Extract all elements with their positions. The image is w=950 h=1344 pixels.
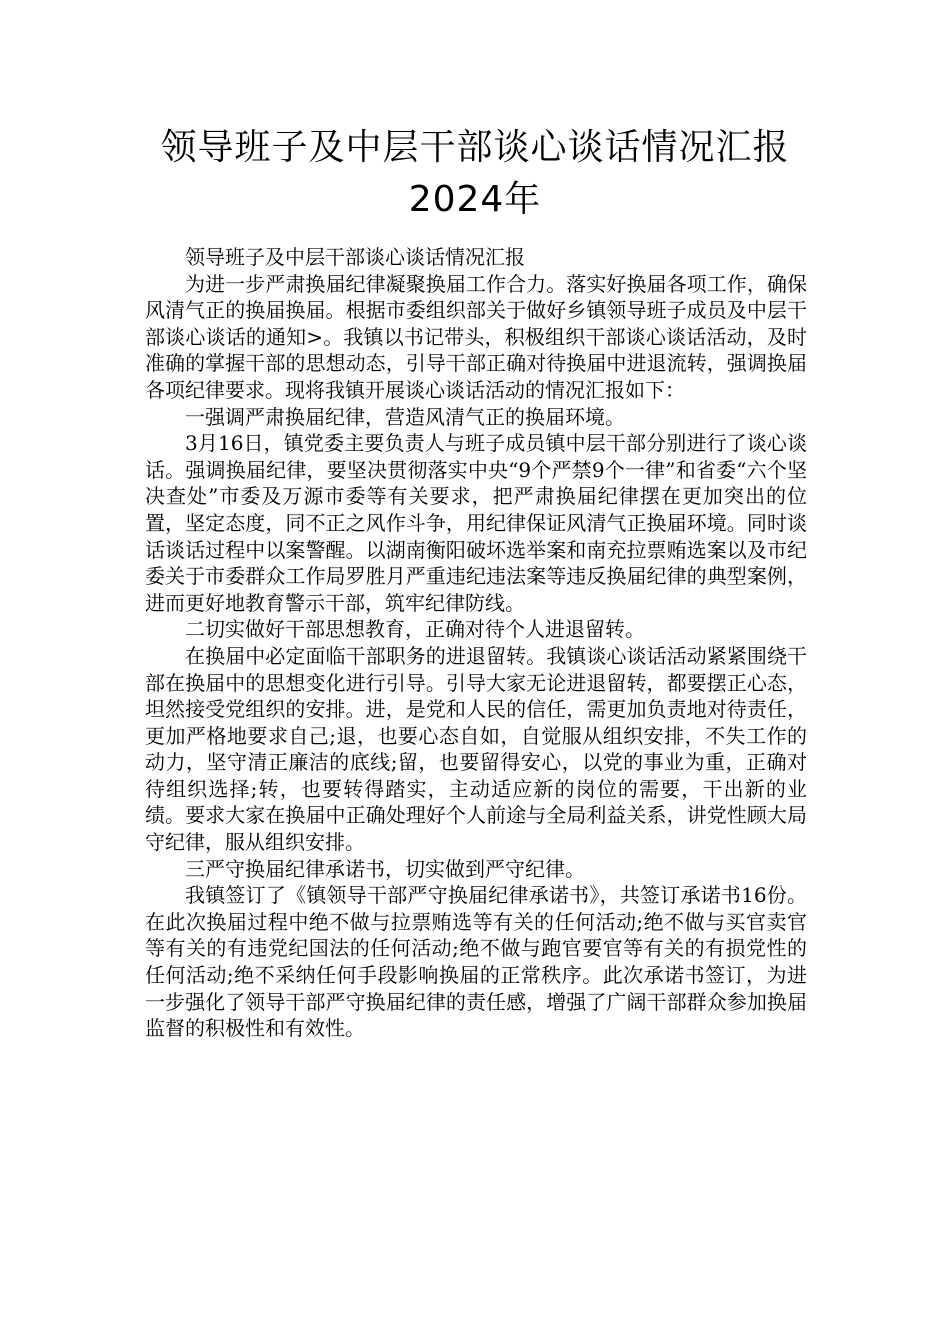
section-heading-2: 二切实做好干部思想教育，正确对待个人进退留转。 bbox=[185, 617, 645, 642]
section-heading-1: 一强调严肃换届纪律，营造风清气正的换届环境。 bbox=[185, 404, 625, 429]
section-heading-3: 三严守换届纪律承诺书，切实做到严守纪律。 bbox=[185, 856, 585, 881]
paragraph-subtitle: 领导班子及中层干部谈心谈话情况汇报 bbox=[185, 245, 525, 269]
paragraph-section-1: 3月16日，镇党委主要负责人与班子成员镇中层干部分别进行了谈心谈话。强调换届纪律，要坚决贯彻落实中央“9个严禁9个一律”和省委“六个坚决查处”市委及万源市委等有关要求，把严肃换届纪律摆在更加突出的位置，坚定态度，同不正之风作斗争，用纪律保证风清气正换届环境。同时谈话谈话过程中以案警醒。以湖南衡阳破坏选举案和南充拉票贿选案以及市纪委关于市委群众工作局罗胜月严重违纪违法案等违反换届纪律的典型案例，进而更好地教育警示干部，筑牢纪律防线。 bbox=[145, 431, 807, 615]
paragraph-section-3: 我镇签订了《镇领导干部严守换届纪律承诺书》，共签订承诺书16份。在此次换届过程中绝不做与拉票贿选等有关的任何活动;绝不做与买官卖官等有关的有违党纪国法的任何活动;绝不做与跑官要官等有关的有损党性的任何活动;绝不采纳任何手段影响换届的正常秩序。此次承诺书签订，为进一步强化了领导干部严守换届纪律的责任感，增强了广阔干部群众参加换届监督的积极性和有效性。 bbox=[145, 883, 807, 1041]
document-title bbox=[120, 122, 830, 226]
document-body bbox=[145, 244, 807, 1042]
paragraph-section-2: 在换届中必定面临干部职务的进退留转。我镇谈心谈话活动紧紧围绕干部在换届中的思想变化进行引导。引导大家无论进退留转，都要摆正心态，坦然接受党组织的安排。进，是党和人民的信任，需更加负责地对待责任，更加严格地要求自己;退，也要心态自如，自觉服从组织安排，不失工作的动力，坚守清正廉洁的底线;留，也要留得安心，以党的事业为重，正确对待组织选择;转，也要转得踏实，主动适应新的岗位的需要，干出新的业绩。要求大家在换届中正确处理好个人前途与全局利益关系，讲党性顾大局守纪律，服从组织安排。 bbox=[145, 643, 807, 855]
paragraph-intro: 为进一步严肃换届纪律凝聚换届工作合力。落实好换届各项工作，确保风清气正的换届换届。根据市委组织部关于做好乡镇领导班子成员及中层干部谈心谈话的通知>。我镇以书记带头，积极组织干部谈心谈话活动，及时准确的掌握干部的思想动态，引导干部正确对待换届中进退流转，强调换届各项纪律要求。现将我镇开展谈心谈话活动的情况汇报如下： bbox=[145, 271, 807, 402]
document-title-line-1: 领导班子及中层干部谈心谈话情况汇报 bbox=[160, 127, 790, 168]
document-title-line-2: 2024年 bbox=[408, 179, 542, 220]
